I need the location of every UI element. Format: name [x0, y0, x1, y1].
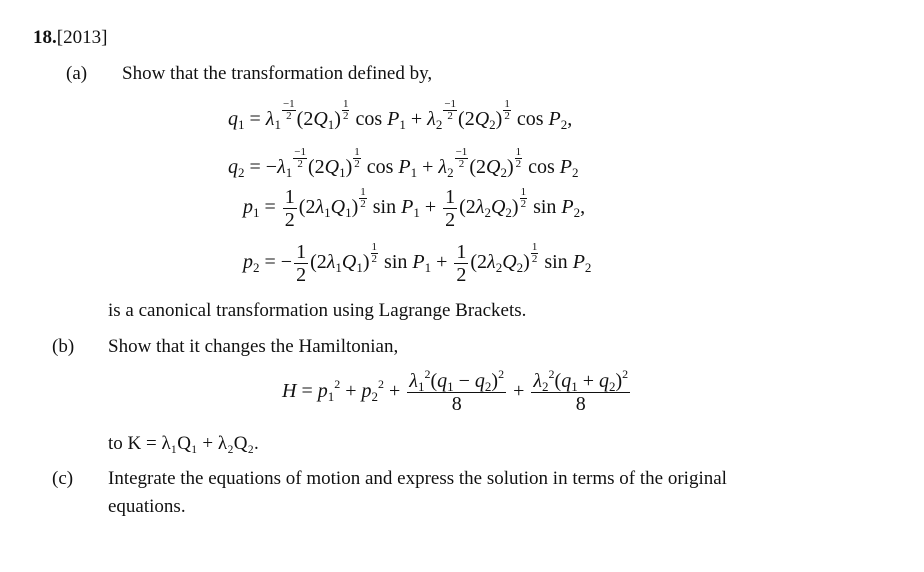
equation-q2: $q_2 = -\lambda_1$ $\frac{-1}{2}$ $(2Q_1)$ $\frac{1}{2}$ $\cos P_1 + \lambda_2$ $\frac{-1}{2}$ $(2Q_2)$ $\frac{1}{2}$ $\cos P_2$ — [228, 145, 579, 180]
problem-number: 18. — [33, 27, 57, 48]
equation-hamiltonian: $H = p_1^2 + p_2^2$ + $\frac{\lambda_1^2(q_1 - q_2)^2}{8}$ + $\frac{\lambda_2^2(q_1 + q_2)^2}{8}$ — [282, 367, 629, 415]
problem-header — [33, 27, 107, 49]
part-b-result: to K = λ₁Q₁ + λ₂Q₂. — [108, 433, 259, 454]
equation-p2: $p_2$ = − $\frac{1}{2}$ $(2\lambda_1Q_1)$ $\frac{1}{2}$ $\sin P_1$ + $\frac{1}{2}$ $(2\lambda_2Q_2)$ $\frac{1}{2}$ $\sin P_2$ — [243, 241, 592, 286]
equation-q1: $q_1 = \lambda_1$ $\frac{-1}{2}$ $(2Q_1)$ $\frac{1}{2}$ $\cos P_1 + \lambda_2$ $\frac{-1}{2}$ $(2Q_2)$ $\frac{1}{2}$ $\cos P_2$, — [228, 97, 573, 132]
part-a-label: (a) — [66, 63, 88, 84]
part-a-conclusion: is a canonical transformation using Lagrange Brackets. — [108, 300, 527, 321]
part-b-label: (b) — [52, 336, 75, 357]
part-c-line1: Integrate the equations of motion and express the solution in terms of the original — [108, 468, 727, 489]
part-c-label: (c) — [52, 468, 74, 489]
part-c-line2: equations. — [108, 496, 186, 517]
part-b-intro: Show that it changes the Hamiltonian, — [108, 336, 399, 357]
equation-p1: $p_1$ = $\frac{1}{2}$ $(2\lambda_1Q_1)$ $\frac{1}{2}$ $\sin P_1$ + $\frac{1}{2}$ $(2\lambda_2Q_2)$ $\frac{1}{2}$ $\sin P_2$, — [243, 186, 586, 231]
problem-year: [2013] — [56, 27, 108, 48]
part-a-intro: Show that the transformation defined by, — [122, 63, 433, 84]
